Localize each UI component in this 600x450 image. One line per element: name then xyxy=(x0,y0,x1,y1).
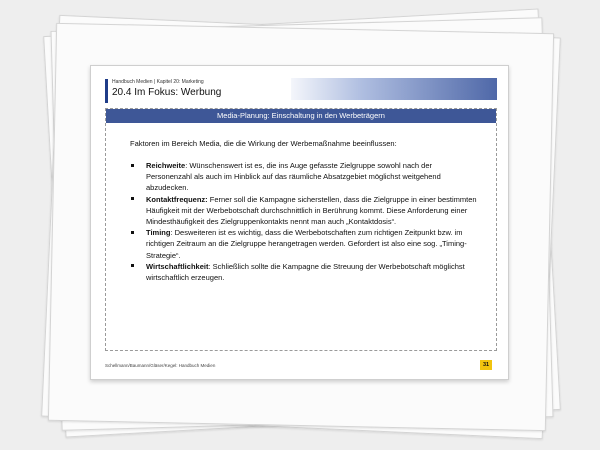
slide xyxy=(90,65,509,380)
list-item-text: Ferner soll die Kampagne sicherstellen, dass die Zielgruppe in einer bestimmten Häufigkeit mit der Werbebotschaft durchschnittlich in Berührung kommt. Diese Anforderung einer Mindesthäufigkeit des Zielgruppenkontakts nennt man auch „Kontaktdosis“. xyxy=(146,194,477,227)
list-item-term: Kontaktfrequenz: xyxy=(146,194,208,204)
list-item xyxy=(130,160,478,194)
factor-list xyxy=(106,160,496,283)
list-item-term: Timing xyxy=(146,228,171,238)
list-item-term: Wirtschaftlichkeit xyxy=(146,261,209,271)
list-item-term: Reichweite xyxy=(146,161,186,170)
list-item-text: : Wünschenswert ist es, die ins Auge gefasste Zielgruppe sowohl nach der Personenzahl als auch im Hinblick auf das räumliche Absatzgebiet möglichst weitgehend abzudecken. xyxy=(146,161,441,193)
slide-header xyxy=(105,78,495,106)
page-number-badge: 31 xyxy=(480,360,492,370)
slide-subtitle: Handbuch Medien | Kapitel 20: Marketing xyxy=(112,79,204,85)
header-accent-bar xyxy=(105,79,108,103)
slide-title: 20.4 Im Fokus: Werbung xyxy=(112,87,222,98)
header-gradient-bar xyxy=(291,78,497,100)
list-item xyxy=(130,261,478,283)
list-item xyxy=(130,194,478,228)
list-item-text: : Schließlich sollte die Kampagne die Streuung der Werbebotschaft möglichst wirtschaftlich erzeugen. xyxy=(146,261,465,283)
section-band: Media-Planung: Einschaltung in den Werbeträgern xyxy=(106,109,496,123)
slide-footer: Schellmann/Baumann/Gläser/Kegel: Handbuch Medien xyxy=(105,363,216,368)
content-box xyxy=(105,108,497,351)
list-item xyxy=(130,227,478,261)
list-item-text: : Desweiteren ist es wichtig, dass die Werbebotschaften zum richtigen Zeitpunkt bzw. im richtigen Zeitraum an die Zielgruppe herangetragen werden. Gefordert ist also eine sog. „Timing-Strategie“. xyxy=(146,228,467,260)
intro-text: Faktoren im Bereich Media, die die Wirkung der Werbemaßnahme beeinflussen: xyxy=(130,139,397,148)
